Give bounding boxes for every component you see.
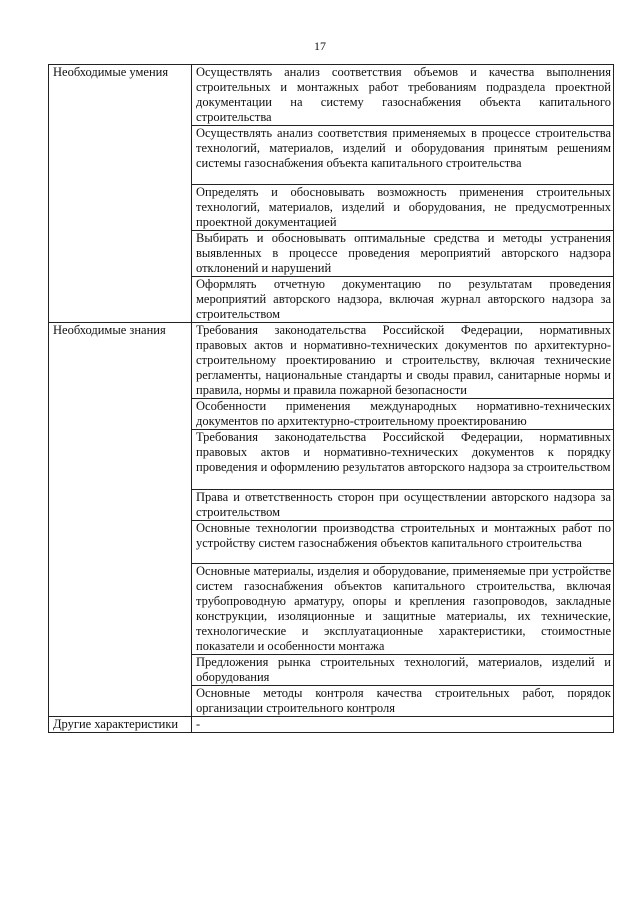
table-cell: Права и ответственность сторон при осуществлении авторского надзора за строительством — [192, 490, 614, 521]
table-cell: Осуществлять анализ соответствия объемов и качества выполнения строительных и монтажных работ требованиям подраздела проектной документации на систему газоснабжения объекта капитального строительства — [192, 65, 614, 126]
table-row — [49, 65, 614, 126]
row-label-knowledge: Необходимые знания — [49, 323, 192, 717]
page-number: 17 — [314, 39, 326, 53]
competency-table — [48, 64, 614, 733]
table-cell: Особенности применения международных нормативно-технических документов по архитектурно-строительному проектированию — [192, 399, 614, 430]
table-cell: Требования законодательства Российской Федерации, нормативных правовых актов и нормативно-технических документов по архитектурно-строительному проектированию и строительству, включая технические регламенты, национальные стандарты и своды правил, санитарные нормы и правила, нормы и правила пожарной безопасности — [192, 323, 614, 399]
table-cell: Предложения рынка строительных технологий, материалов, изделий и оборудования — [192, 655, 614, 686]
table-cell: Основные технологии производства строительных и монтажных работ по устройству систем газоснабжения объектов капитального строительства — [192, 521, 614, 564]
table-cell: Оформлять отчетную документацию по результатам проведения мероприятий авторского надзора, включая журнал авторского надзора за строительством — [192, 277, 614, 323]
table-row — [49, 717, 614, 733]
row-label-other: Другие характеристики — [49, 717, 192, 733]
table-cell: Требования законодательства Российской Федерации, нормативных правовых актов и нормативно-технических документов к порядку проведения и оформлению результатов авторского надзора за строительством — [192, 430, 614, 490]
table-cell: Определять и обосновывать возможность применения строительных технологий, материалов, изделий и оборудования, не предусмотренных проектной документацией — [192, 185, 614, 231]
table-cell: Выбирать и обосновывать оптимальные средства и методы устранения выявленных в процессе проведения мероприятий авторского надзора отклонений и нарушений — [192, 231, 614, 277]
table-row — [49, 323, 614, 399]
table-cell: Основные материалы, изделия и оборудование, применяемые при устройстве систем газоснабжения объектов капитального строительства, включая трубопроводную арматуру, опоры и крепления газопроводов, закладные конструкции, изоляционные и защитные материалы, их технические, технологические и эксплуатационные характеристики, стоимостные показатели и особенности монтажа — [192, 564, 614, 655]
table-cell: - — [192, 717, 614, 733]
row-label-skills: Необходимые умения — [49, 65, 192, 323]
table-cell: Основные методы контроля качества строительных работ, порядок организации строительного контроля — [192, 686, 614, 717]
table-cell: Осуществлять анализ соответствия применяемых в процессе строительства технологий, материалов, изделий и оборудования принятым решениям системы газоснабжения объекта капитального строительства — [192, 126, 614, 185]
